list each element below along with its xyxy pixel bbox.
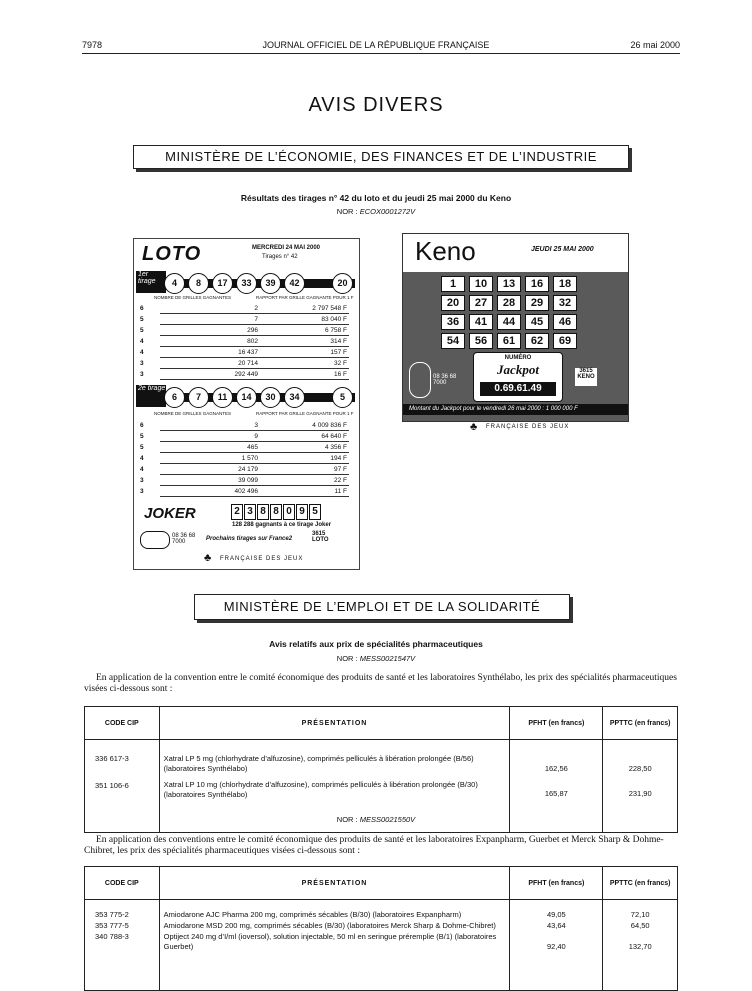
price-table-1	[84, 706, 678, 833]
nor-label: NOR :	[336, 207, 358, 216]
header-cip: CODE CIP	[85, 707, 160, 740]
presentation-cell: Xatral LP 5 mg (chlorhydrate d’alfuzosine), comprimés pelliculés à libération prolongée (B/56) (laboratoires Synthélabo) Xatral LP 10 mg (chlorhydrate d’alfuzosine), comprimés pelliculés à libération prolongée (B/30) (laboratoires Synthélabo)	[159, 740, 510, 833]
keno-results-panel	[402, 233, 629, 422]
draw1-ball: 39	[260, 273, 281, 294]
loto-phone: 08 36 68 7000	[172, 533, 196, 545]
keno-number: 44	[497, 314, 521, 330]
jackpot-box	[473, 352, 563, 402]
keno-number: 62	[525, 333, 549, 349]
keno-jackpot-strip: Montant du Jackpot pour le vendredi 26 mai 2000 : 1 000 000 F	[403, 404, 628, 415]
header-pfht: PFHT (en francs)	[510, 707, 603, 740]
notice-title-pharma: Avis relatifs aux prix de spécialités pharmaceutiques	[269, 639, 483, 649]
col-header-payout: RAPPORT PAR GRILLE GAGNANTE POUR 1 F	[256, 411, 354, 416]
pfht-cell: 162,56 165,87	[510, 740, 603, 833]
keno-date: JEUDI 25 MAI 2000	[531, 246, 594, 253]
nor-line-1	[0, 207, 752, 216]
keno-number: 54	[441, 333, 465, 349]
col-header-winners: NOMBRE DE GRILLES GAGNANTES	[154, 295, 232, 300]
header-ppttc: PPTTC (en francs)	[603, 707, 678, 740]
draw1-ball: 8	[188, 273, 209, 294]
jackpot-label-top: NUMÉRO	[504, 355, 532, 361]
joker-digit: 8	[270, 504, 282, 520]
draw1-row: 5 7 83 040 F	[140, 316, 347, 323]
col-header-payout: RAPPORT PAR GRILLE GAGNANTE POUR 1 F	[256, 295, 354, 300]
ppttc-cell: 228,50 231,90	[603, 740, 678, 833]
keno-number: 28	[497, 295, 521, 311]
keno-number: 29	[525, 295, 549, 311]
ministry-name: MINISTÈRE DE L’EMPLOI ET DE LA SOLIDARITÉ	[223, 599, 541, 614]
loto-next-draws: Prochains tirages sur France2	[206, 536, 293, 542]
draw2-row: 3 39 099 22 F	[140, 477, 347, 484]
header-presentation: PRÉSENTATION	[159, 707, 510, 740]
issue-date: 26 mai 2000	[630, 40, 680, 50]
draw1-row: 4 16 437 157 F	[140, 349, 347, 356]
keno-number: 1	[441, 276, 465, 292]
keno-number: 16	[525, 276, 549, 292]
keno-number: 36	[441, 314, 465, 330]
keno-minitel: 3615 KENO	[575, 368, 597, 386]
keno-number: 69	[553, 333, 577, 349]
loto-minitel: 3615 LOTO	[312, 531, 329, 543]
draw2-row: 4 1 570 194 F	[140, 455, 347, 462]
jackpot-label: Jackpot	[497, 362, 539, 377]
keno-number: 13	[497, 276, 521, 292]
keno-number: 27	[469, 295, 493, 311]
table-row	[85, 900, 678, 991]
draw1-ball: 33	[236, 273, 257, 294]
table-header-row	[85, 867, 678, 900]
draw2-row: 5 9 64 640 F	[140, 433, 347, 440]
loto-results-panel	[133, 238, 360, 570]
draw2-ball: 6	[164, 387, 185, 408]
keno-number: 10	[469, 276, 493, 292]
jackpot-number: 0.69.61.49	[480, 382, 556, 396]
draw2-row: 3 402 496 11 F	[140, 488, 347, 495]
price-table-2	[84, 866, 678, 991]
header-ppttc: PPTTC (en francs)	[603, 867, 678, 900]
joker-digit: 8	[257, 504, 269, 520]
nor-code: MESS0021550V	[359, 815, 416, 824]
header-rule	[82, 53, 680, 54]
ppttc-cell: 72,10 64,50 132,70	[603, 900, 678, 991]
cip-cell: 353 775-2 353 777-5 340 788-3	[85, 900, 160, 991]
keno-number: 32	[553, 295, 577, 311]
draw2-ball: 14	[236, 387, 257, 408]
draw1-row: 3 20 714 32 F	[140, 360, 347, 367]
loto-brand: FRANÇAISE DES JEUX	[220, 556, 304, 562]
keno-phone: 08 36 68 7000	[433, 374, 457, 386]
draw2-complementary-ball: 5	[332, 387, 353, 408]
draw2-row: 5 465 4 356 F	[140, 444, 347, 451]
keno-number: 45	[525, 314, 549, 330]
header-presentation: PRÉSENTATION	[159, 867, 510, 900]
joker-logo: JOKER	[144, 505, 196, 522]
keno-brand: FRANÇAISE DES JEUX	[486, 424, 570, 430]
keno-number: 46	[553, 314, 577, 330]
joker-digit: 2	[231, 504, 243, 520]
nor-label: NOR :	[336, 654, 358, 663]
clover-icon: ♣	[204, 552, 212, 564]
header-pfht: PFHT (en francs)	[510, 867, 603, 900]
paragraph-2: En application des conventions entre le comité économique des produits de santé et les laboratoires Expanpharm, Guerbet et Merck Sharp & Dohme-Chibret, les prix des spécialités pharmaceutiques visées ci-dessous sont :	[84, 835, 664, 856]
clover-icon: ♣	[470, 421, 478, 433]
draw1-ball: 42	[284, 273, 305, 294]
joker-digit: 0	[283, 504, 295, 520]
table-header-row	[85, 707, 678, 740]
keno-number: 56	[469, 333, 493, 349]
draw1-complementary-ball: 20	[332, 273, 353, 294]
draw2-label: 2e tirage	[136, 385, 166, 407]
joker-digit: 5	[309, 504, 321, 520]
notice-title-loto: Résultats des tirages n° 42 du loto et du jeudi 25 mai 2000 du Keno	[240, 193, 512, 203]
presentation-cell: Amiodarone AJC Pharma 200 mg, comprimés sécables (B/30) (laboratoires Expanpharm) Amiodarone MSD 200 mg, comprimés sécables (B/30) (laboratoires Merck Sharp & Dohme-Chibret) Optiject 240 mg d’I/ml (ioversol), solution injectable, 50 ml en seringue préremplie (B/1) (laboratoires Guerbet)	[159, 900, 510, 991]
phone-icon	[409, 362, 431, 398]
page-number: 7978	[82, 40, 103, 50]
phone-icon	[140, 531, 170, 549]
loto-draw-number: Tirages n° 42	[262, 254, 298, 260]
draw1-ball: 4	[164, 273, 185, 294]
loto-logo: LOTO	[142, 243, 202, 265]
draw2-ball: 34	[284, 387, 305, 408]
ministry-economie-box	[133, 145, 629, 169]
section-title: AVIS DIVERS	[308, 94, 444, 116]
col-header-winners: NOMBRE DE GRILLES GAGNANTES	[154, 411, 232, 416]
nor-line-2	[0, 654, 752, 663]
draw1-row: 6 2 2 797 548 F	[140, 305, 347, 312]
ministry-emploi-box	[194, 594, 570, 620]
draw2-row: 4 24 179 97 F	[140, 466, 347, 473]
loto-draw-date: MERCREDI 24 MAI 2000	[252, 245, 321, 251]
draw1-row: 3 292 449 16 F	[140, 371, 347, 378]
ministry-name: MINISTÈRE DE L’ÉCONOMIE, DES FINANCES ET DE L’INDUSTRIE	[165, 149, 597, 164]
header-cip: CODE CIP	[85, 867, 160, 900]
draw2-row: 6 3 4 009 836 F	[140, 422, 347, 429]
draw2-ball: 7	[188, 387, 209, 408]
paragraph-1: En application de la convention entre le comité économique des produits de santé et les laboratoires Synthélabo, les prix des spécialités pharmaceutiques visées ci-dessous sont :	[84, 673, 677, 694]
keno-number: 61	[497, 333, 521, 349]
nor-code: ECOX0001272V	[359, 207, 416, 216]
draw2-ball: 11	[212, 387, 233, 408]
keno-logo: Keno	[415, 236, 476, 266]
draw1-row: 5 296 6 758 F	[140, 327, 347, 334]
pfht-cell: 49,05 43,64 92,40	[510, 900, 603, 991]
draw1-row: 4 802 314 F	[140, 338, 347, 345]
keno-number: 41	[469, 314, 493, 330]
keno-number: 20	[441, 295, 465, 311]
nor-line-3	[0, 815, 752, 824]
draw1-label: 1er tirage	[136, 271, 166, 293]
journal-title: JOURNAL OFFICIEL DE LA RÉPUBLIQUE FRANÇAISE	[262, 40, 490, 50]
draw1-ball: 17	[212, 273, 233, 294]
keno-number: 18	[553, 276, 577, 292]
joker-digit: 3	[244, 504, 256, 520]
cip-cell: 336 617-3 351 106-6	[85, 740, 160, 833]
joker-digit: 9	[296, 504, 308, 520]
draw2-ball: 30	[260, 387, 281, 408]
nor-code: MESS0021547V	[359, 654, 416, 663]
nor-label: NOR :	[336, 815, 358, 824]
joker-note: 128 288 gagnants à ce tirage Joker	[232, 522, 332, 528]
